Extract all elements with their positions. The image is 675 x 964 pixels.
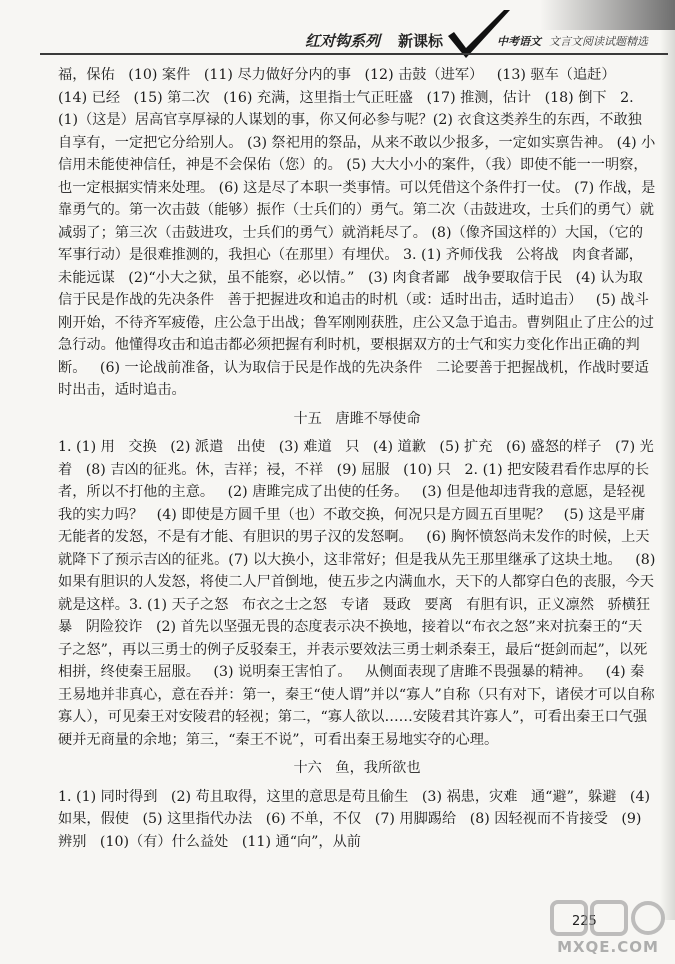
section-15-answers: 1. (1) 用 交换 (2) 派遣 出使 (3) 难道 只 (4) 道歉 (5) 扩充 (6) 盛怒的样子 (7) 光着 (8) 吉凶的征兆。休，吉祥；祲，不祥 (9) 屈服 (10) 只 2. (1) 把安陵君看作忠厚的长者，所以不打他的主意。 (2) 唐雎完成了出使的任务。 (3) 但是他却违背我的意愿，是轻视我的实力吗？ (4) 即使是方圆千里（也）不敢交换，何况只是方圆五百里呢？ (5) 这是平庸无能者的发怒，不是有才能、有胆识的男子汉的发怒啊。 (6) 胸怀愤怒尚未发作的时候，上天就降下了预示吉凶的征兆。(7) 以大换小，这非常好；但是我从先王那里继承了这块土地。 (8) 如果有胆识的人发怒，将使二人尸首倒地，使五步之内满血水，天下的人都穿白色的丧服，今天就是这样。3. (1) 天子之怒 布衣之士之怒 专诸 聂政 要离 有胆有识，正义凛然 骄横狂暴 阴险狡诈 (2) 首先以坚强无畏的态度表示决不换地，接着以“布衣之怒”来对抗秦王的“天子之怒”，再以三勇士的例子反驳秦王，并表示要效法三勇士刺杀秦王，最后“挺剑而起”，以死相拼，终使秦王屈服。 (3) 说明秦王害怕了。 从侧面表现了唐雎不畏强暴的精神。 (4) 秦王易地并非真心，意在吞并：第一，秦王“使人谓”并以“寡人”自称（只有对下，诸侯才可以自称寡人），可见秦王对安陵君的轻视；第二，“寡人欲以……安陵君其许寡人”，可看出秦王口气强硬并无商量的余地；第三，“秦王不说”，可看出秦王易地实夺的心理。	[58, 439, 660, 748]
section-title-15: 十五 唐雎不辱使命	[293, 410, 421, 427]
answer-content	[58, 64, 660, 853]
subject-label: 中考语文	[497, 35, 541, 48]
header-rule	[40, 53, 668, 55]
answer-paragraph: 福，保佑 (10) 案件 (11) 尽力做好分内的事 (12) 击鼓（进军） (13) 驱车（追赶） (14) 已经 (15) 第二次 (16) 充满，这里指士气正旺盛 (17) 推测，估计 (18) 倒下 2. (1)（这是）居高官享厚禄的人谋划的事，你又何必参与呢？(2) 衣食这类养生的东西，不敢独自享有，一定把它分给别人。 (3) 祭祀用的祭品，从来不敢以少报多，一定如实禀告神。 (4) 小信用未能使神信任，神是不会保佑（您）的。 (5) 大大小小的案件，（我）即使不能一一明察，也一定根据实情来处理。 (6) 这是尽了本职一类事情。可以凭借这个条件打一仗。 (7) 作战，是靠勇气的。第一次击鼓（能够）振作（士兵们的）勇气。第二次（击鼓进攻，士兵们的勇气）就减弱了；第三次（击鼓进攻，士兵们的勇气）就消耗尽了。 (8)（像齐国这样的）大国，（它的军事行动）是很难推测的，我担心（在那里）有埋伏。 3. (1) 齐师伐我 公将战 肉食者鄙，未能远谋 (2)“小大之狱，虽不能察，必以情。” (3) 肉食者鄙 战争要取信于民 (4) 认为取信于民是作战的先决条件 善于把握进攻和追击的时机（或：适时出击，适时追击） (5) 战斗刚开始，不待齐军疲倦，庄公急于出战；鲁军刚刚获胜，庄公又急于追击。曹刿阻止了庄公的过急行动。他懂得攻击和追击都必须把握有利时机，要根据双方的士气和实力变化作出正确的判断。 (6) 一论战前准备，认为取信于民是作战的先决条件 二论要善于把握战机，作战时要适时出击，适时追击。	[58, 67, 656, 398]
watermark-logo	[548, 898, 668, 956]
book-title: 文言文阅读试题精选	[549, 35, 648, 48]
watermark-icon	[548, 898, 668, 938]
standard-label: 新课标	[398, 32, 444, 50]
header-shade	[540, 0, 675, 30]
page-number: 225	[572, 914, 597, 929]
section-16-answers: 1. (1) 同时得到 (2) 苟且取得，这里的意思是苟且偷生 (3) 祸患，灾难 通“避”，躲避 (4) 如果，假使 (5) 这里指代办法 (6) 不单，不仅 (7) 用脚踢给 (8) 因轻视而不肯接受 (9) 辨别 (10)（有）什么益处 (11) 通“向”，从前	[58, 788, 655, 850]
watermark-text: MXQE.COM	[557, 938, 659, 956]
page-binding-shadow	[660, 20, 675, 920]
section-title-16: 十六 鱼，我所欲也	[293, 760, 421, 776]
page-header	[0, 0, 675, 66]
series-name: 红对钩系列	[305, 32, 381, 50]
